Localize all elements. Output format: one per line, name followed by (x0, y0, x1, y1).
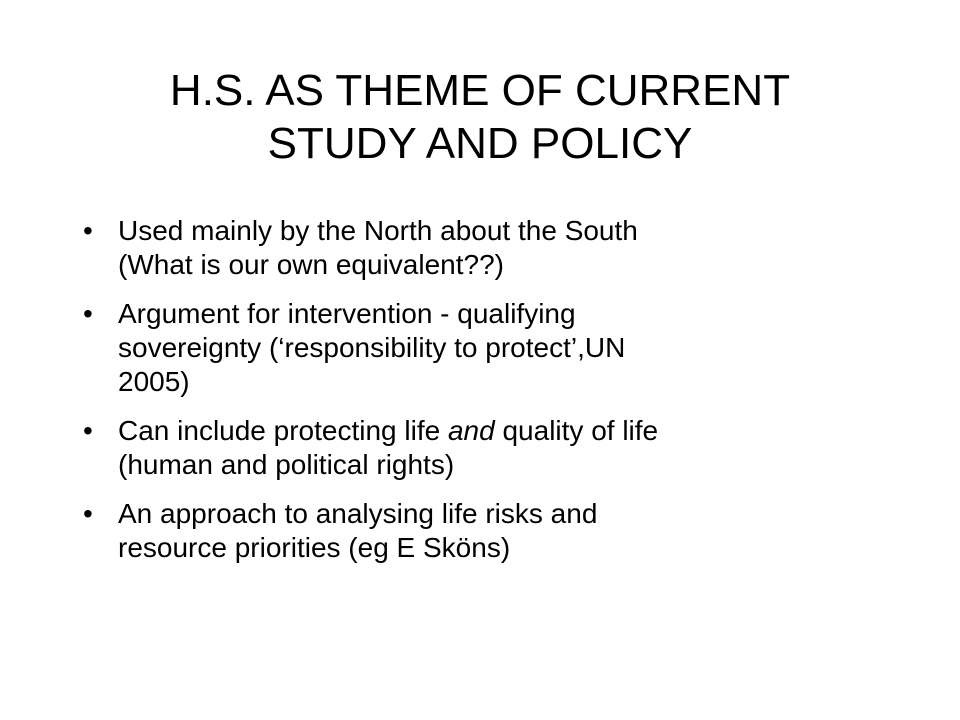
bullet-item-4 (80, 497, 880, 565)
bullet-item-1 (80, 214, 880, 282)
bullet-marker: • (83, 415, 93, 446)
bullet-marker: • (83, 498, 93, 529)
bullet-marker: • (83, 215, 93, 246)
bullet-text (118, 298, 625, 397)
bullet-text (118, 415, 658, 480)
bullet-3-line-2: (human and political rights) (118, 449, 455, 480)
bullet-2-line-1: Argument for intervention - qualifying (118, 298, 576, 329)
bullet-text (118, 498, 597, 563)
bullet-2-line-3: 2005) (118, 366, 190, 397)
bullet-1-line-1: Used mainly by the North about the South (118, 215, 638, 246)
bullet-3-line-1-before: Can include protecting life (118, 415, 448, 446)
bullet-4-line-2: resource priorities (eg E Sköns) (118, 532, 511, 563)
bullet-1-line-2: (What is our own equivalent??) (118, 249, 504, 280)
title-line-1: H.S. AS THEME OF CURRENT (169, 66, 791, 115)
bullet-3-emphasis: and (447, 415, 495, 446)
bullet-3-line-1-after: quality of life (494, 415, 659, 446)
bullet-2-line-2: sovereignty (‘responsibility to protect’,UN (118, 332, 626, 363)
slide-title (60, 64, 900, 170)
title-line-2: STUDY AND POLICY (267, 119, 693, 168)
bullet-text (118, 215, 638, 280)
bullet-list (80, 214, 880, 580)
bullet-marker: • (83, 298, 93, 329)
bullet-item-2 (80, 297, 880, 399)
bullet-item-3 (80, 414, 880, 482)
bullet-4-line-1: An approach to analysing life risks and (118, 498, 598, 529)
